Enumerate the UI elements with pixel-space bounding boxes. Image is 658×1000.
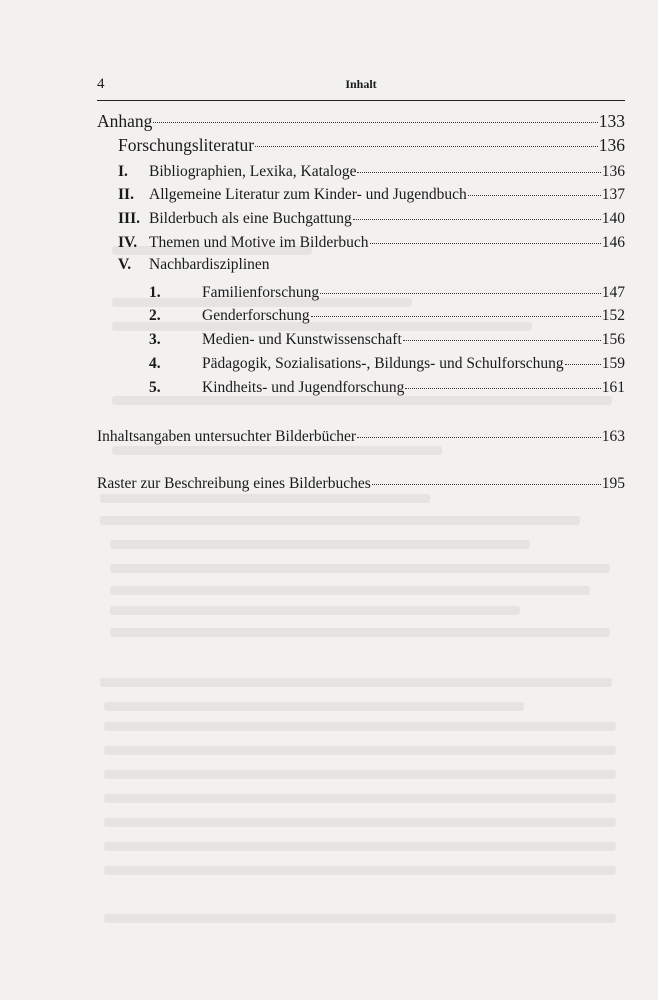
toc-entry-title: Genderforschung [202, 306, 310, 324]
toc-entry-title: Pädagogik, Sozialisations-, Bildungs- und Schulforschung [202, 354, 564, 372]
toc-entry-page: 136 [601, 162, 625, 180]
dot-leader [370, 231, 601, 247]
dot-leader [403, 328, 601, 344]
toc-entry-page: 152 [601, 306, 625, 324]
page-number: 4 [97, 76, 105, 92]
toc-entry-page: 137 [601, 185, 625, 203]
toc-entry [97, 109, 625, 132]
toc-entry [149, 281, 625, 302]
toc-entry-number: 1. [149, 283, 161, 301]
toc-entry-title: Inhaltsangaben untersuchter Bilderbücher [97, 427, 357, 445]
toc-entry-page: 159 [601, 354, 625, 372]
toc-entry-number: 2. [149, 306, 161, 324]
toc-entry-title: Familienforschung [202, 283, 320, 301]
toc-entry [97, 472, 625, 493]
toc-entry-number: V. [118, 256, 132, 273]
toc-entry-number: I. [118, 162, 128, 180]
toc-entry [97, 425, 625, 446]
dot-leader [153, 109, 597, 127]
toc-entry [149, 328, 625, 349]
toc-entry-title: Kindheits- und Jugendforschung [202, 378, 405, 396]
toc-entry [118, 183, 625, 204]
dot-leader [353, 207, 601, 223]
toc-entry-page: 161 [601, 378, 625, 396]
page-header [97, 76, 625, 96]
toc-entry-page: 133 [598, 110, 625, 131]
toc-entry-number: 4. [149, 354, 161, 372]
toc-entry [118, 133, 625, 156]
toc-entry-number: 5. [149, 378, 161, 396]
toc-entry-title: Bilderbuch als eine Buchgattung [149, 209, 352, 227]
dot-leader [255, 133, 598, 151]
toc-entry-number: II. [118, 185, 134, 203]
toc-entry [118, 207, 625, 228]
toc-entry-page: 195 [601, 474, 625, 492]
toc-entry-page: 147 [601, 283, 625, 301]
toc-entry [118, 160, 625, 181]
toc-entry-number: 3. [149, 330, 161, 348]
toc-entry [149, 352, 625, 373]
toc-entry-title: Nachbardisziplinen [149, 256, 270, 273]
toc-entry-number: IV. [118, 233, 138, 251]
dot-leader [320, 281, 601, 297]
toc-entry-title: Bibliographien, Lexika, Kataloge [149, 162, 357, 180]
dot-leader [468, 183, 601, 199]
toc-entry [149, 304, 625, 325]
dot-leader [405, 376, 600, 392]
toc-entry-number: III. [118, 209, 140, 227]
dot-leader [311, 304, 601, 320]
toc-entry-page: 136 [598, 134, 625, 155]
dot-leader [565, 352, 601, 368]
header-rule [97, 100, 625, 101]
toc-entry-title: Allgemeine Literatur zum Kinder- und Jugendbuch [149, 185, 467, 203]
toc-entry [149, 376, 625, 397]
toc-entry-title: Medien- und Kunstwissenschaft [202, 330, 402, 348]
toc-entry-page: 156 [601, 330, 625, 348]
toc-entry-title: Forschungsliteratur [118, 134, 255, 155]
toc-entry-title: Raster zur Beschreibung eines Bilderbuches [97, 474, 371, 492]
toc-entry-page: 163 [601, 427, 625, 445]
toc-entry [118, 256, 625, 274]
running-head: Inhalt [345, 77, 377, 91]
toc-entry-title: Anhang [97, 110, 153, 131]
dot-leader [372, 472, 601, 488]
dot-leader [357, 160, 600, 176]
toc-entry-page: 146 [601, 233, 625, 251]
toc-entry [118, 231, 625, 252]
dot-leader [357, 425, 601, 441]
toc-entry-page: 140 [601, 209, 625, 227]
toc-entry-title: Themen und Motive im Bilderbuch [149, 233, 369, 251]
